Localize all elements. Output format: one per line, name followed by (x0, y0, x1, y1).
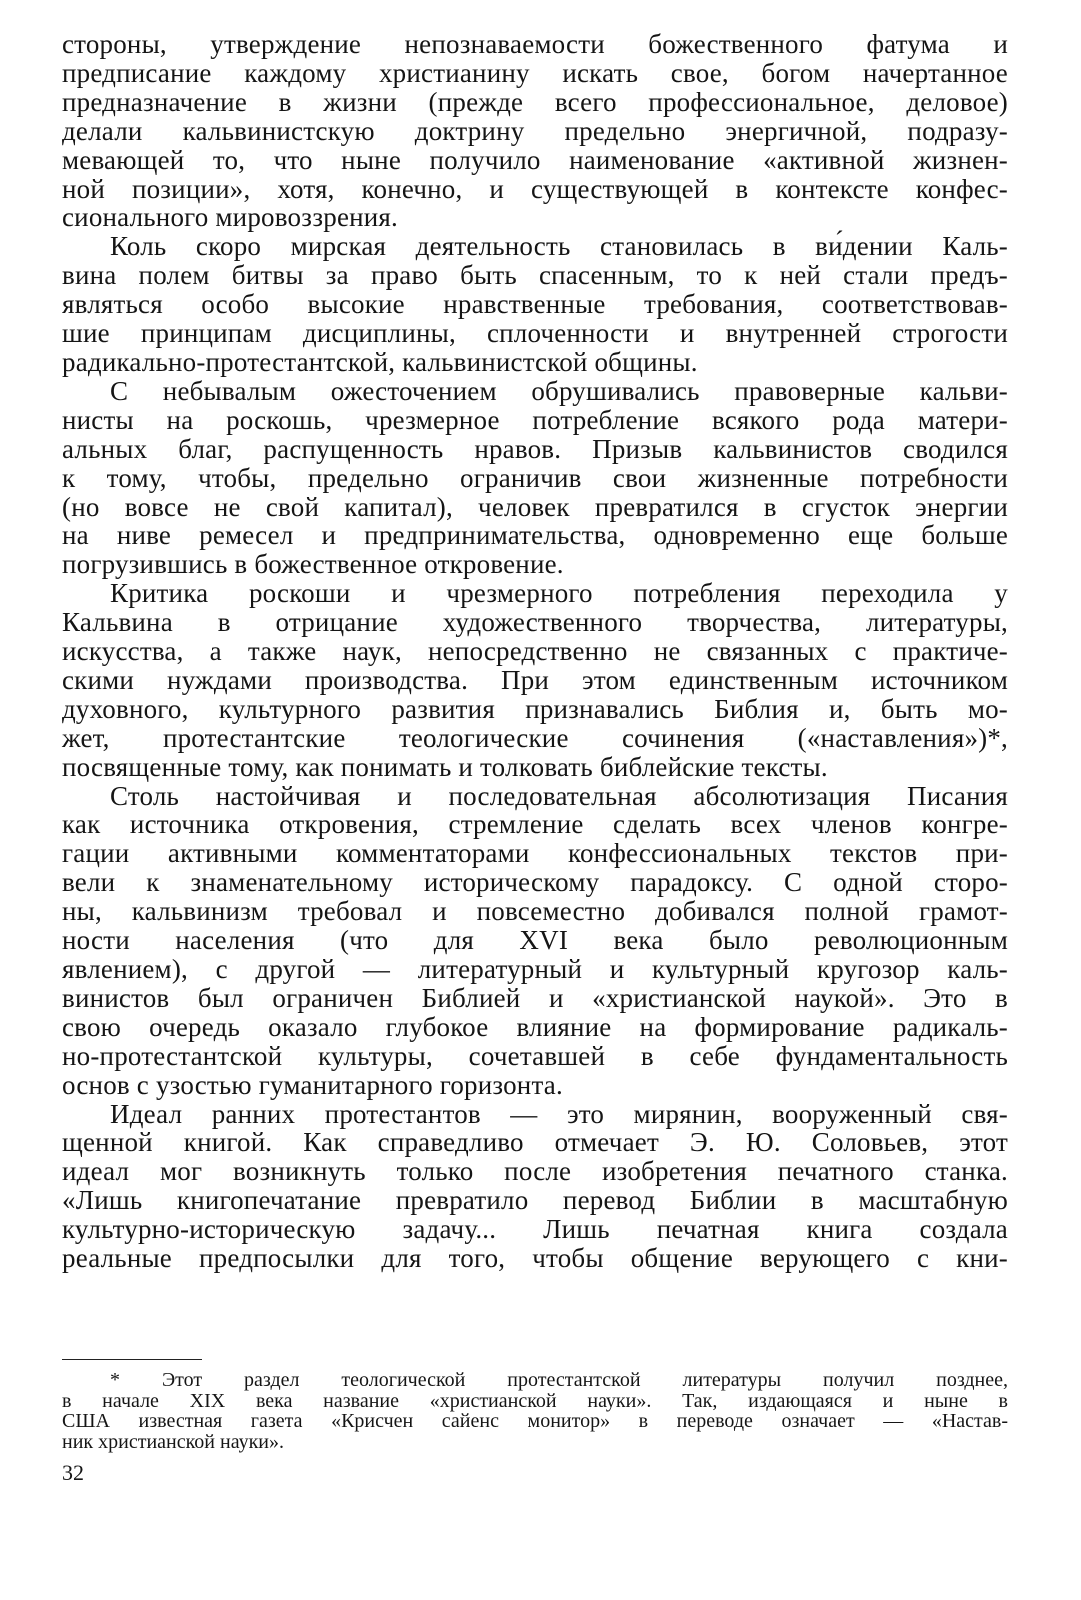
text-line: духовного, культурного развития признавались Библия и, быть мо- (62, 693, 1008, 724)
text-line: нисты на роскошь, чрезмерное потребление всякого рода матери- (62, 404, 1008, 435)
text-line: гации активными комментаторами конфессиональных текстов при- (62, 838, 1008, 869)
paragraph-4 (62, 579, 1008, 781)
paragraph-5 (62, 782, 1008, 1100)
footnote-line: США известная газета «Крисчен сайенс монитор» в переводе означает — «Настав- (62, 1410, 1008, 1432)
paragraph-3 (62, 377, 1008, 579)
text-line: вина полем битвы за право быть спасенным, то к ней стали предъ- (62, 260, 1008, 291)
footnote-line: ник христианской науки». (62, 1430, 284, 1453)
text-line: Критика роскоши и чрезмерного потребления переходила у (110, 578, 1008, 609)
text-line: ны, кальвинизм требовал и повсеместно добивался полной грамот- (62, 896, 1008, 927)
text-line: свою очередь оказало глубокое влияние на формирование радикаль- (62, 1011, 1008, 1042)
text-line: Коль скоро мирская деятельность становилась в ви́дении Каль- (110, 231, 1008, 262)
text-line: сионального мировоззрения. (62, 202, 399, 233)
text-line: предназначение в жизни (прежде всего профессиональное, деловое) (62, 86, 1008, 117)
text-line: но-протестантской культуры, сочетавшей в себе фундаментальность (62, 1040, 1008, 1071)
text-line: жет, протестантские теологические сочинения («наставления»)*, (62, 722, 1008, 753)
text-line: предписание каждому христианину искать свое, богом начертанное (62, 57, 1008, 88)
text-line: явлением), с другой — литературный и культурный кругозор каль- (62, 954, 1008, 984)
text-line: стороны, утверждение непознаваемости божественного фатума и (62, 29, 1008, 59)
text-line: шие принципам дисциплины, сплоченности и внутренней строгости (62, 318, 1008, 349)
text-line: вели к знаменательному историческому парадоксу. С одной сторо- (62, 867, 1008, 898)
text-line: скими нуждами производства. При этом единственным источником (62, 664, 1008, 695)
text-line: Кальвина в отрицание художественного творчества, литературы, (62, 607, 1008, 638)
text-line: радикально-протестантской, кальвинистской общины. (62, 346, 698, 377)
paragraph-1 (62, 30, 1008, 232)
text-line: Идеал ранних протестантов — это мирянин, вооруженный свя- (110, 1098, 1008, 1129)
footnote (62, 1370, 1008, 1452)
text-line: являться особо высокие нравственные требования, соответствовав- (62, 289, 1008, 320)
text-line: культурно-историческую задачу... Лишь печатная книга создала (62, 1214, 1008, 1245)
paragraph-6 (62, 1100, 1008, 1273)
text-line: идеал мог возникнуть только после изобретения печатного станка. (62, 1156, 1008, 1187)
text-line: С небывалым ожесточением обрушивались правоверные кальви- (110, 375, 1008, 406)
text-line: «Лишь книгопечатание превратило перевод Библии в масштабную (62, 1185, 1008, 1216)
text-line: к тому, чтобы, предельно ограничив свои жизненные потребности (62, 462, 1008, 493)
page-number: 32 (62, 1460, 84, 1485)
text-line: ности населения (что для XVI века было революционным (62, 925, 1008, 956)
text-line: посвященные тому, как понимать и толковать библейские тексты. (62, 751, 828, 782)
text-line: реальные предпосылки для того, чтобы общение верующего с кни- (62, 1243, 1008, 1274)
text-line: как источника откровения, стремление сделать всех членов конгре- (62, 809, 1008, 840)
text-line: (но вовсе не свой капитал), человек превратился в сгусток энергии (62, 491, 1008, 522)
footnote-line: * Этот раздел теологической протестантской литературы получил позднее, (110, 1369, 1008, 1391)
paragraph-2 (62, 232, 1008, 377)
text-line: погрузившись в божественное откровение. (62, 549, 564, 580)
text-line: ной позиции», хотя, конечно, и существующей в контексте конфес- (62, 173, 1008, 204)
text-line: Столь настойчивая и последовательная абсолютизация Писания (110, 780, 1008, 811)
footnote-divider (62, 1359, 202, 1360)
text-line: основ с узостью гуманитарного горизонта. (62, 1069, 563, 1100)
text-line: мевающей то, что ныне получило наименование «активной жизнен- (62, 144, 1008, 175)
text-line: делали кальвинистскую доктрину предельно энергичной, подразу- (62, 115, 1008, 146)
text-line: искусства, а также наук, непосредственно не связанных с практиче- (62, 636, 1008, 667)
page-body (62, 30, 1008, 1273)
text-line: винистов был ограничен Библией и «христианской наукой». Это в (62, 982, 1008, 1013)
text-line: на ниве ремесел и предпринимательства, одновременно еще больше (62, 520, 1008, 551)
text-line: альных благ, распущенность нравов. Призыв кальвинистов сводился (62, 433, 1008, 464)
footnote-line: в начале XIX века название «христианской науки». Так, издающаяся и ныне в (62, 1389, 1008, 1412)
text-line: щенной книгой. Как справедливо отмечает Э. Ю. Соловьев, этот (62, 1127, 1008, 1158)
